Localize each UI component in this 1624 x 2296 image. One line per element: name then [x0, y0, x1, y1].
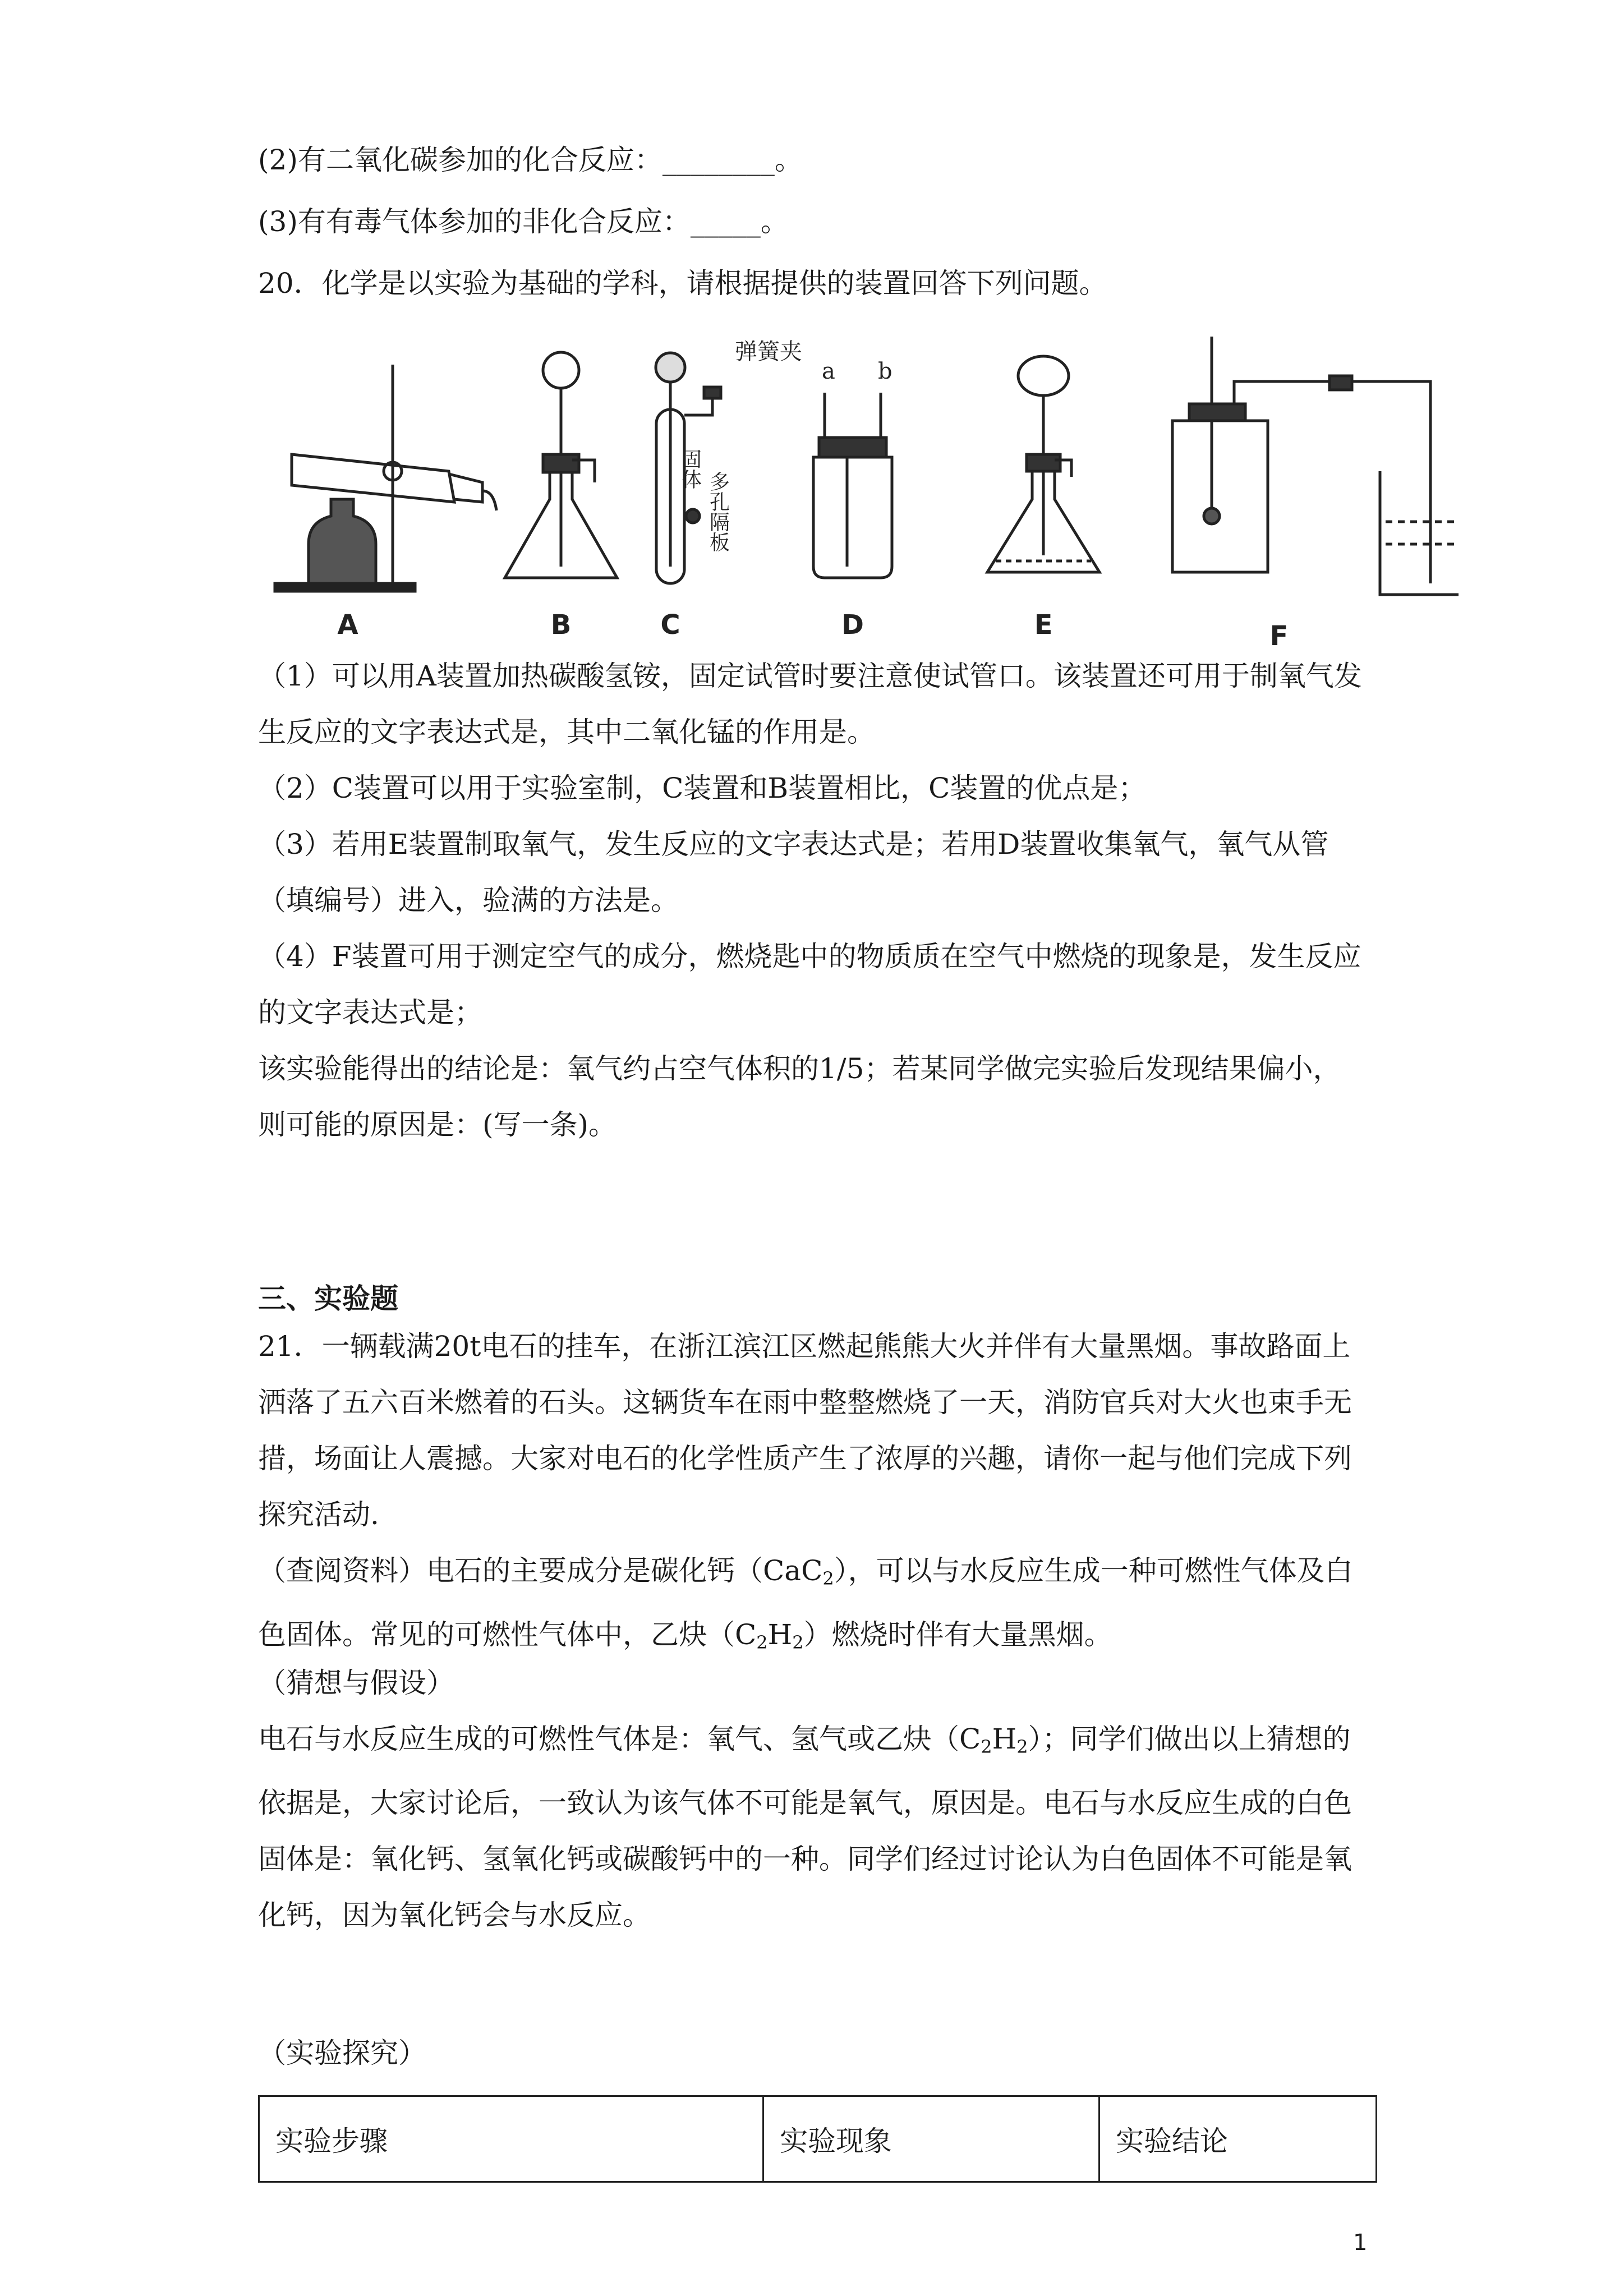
label-d: D [841, 609, 864, 641]
label-c: C [660, 609, 680, 641]
apparatus-figure [269, 331, 1459, 645]
header-steps: 实验步骤 [259, 2096, 763, 2182]
callout-solid: 固体 [678, 449, 702, 489]
page-number: 1 [1353, 2230, 1368, 2256]
apparatus-a [275, 365, 496, 641]
header-phenomenon: 实验现象 [763, 2096, 1099, 2182]
q19-part2: (2)有二氧化碳参加的化合反应：________。 [258, 144, 803, 176]
label-e: E [1034, 609, 1053, 641]
experiment-table [258, 2095, 1377, 2183]
q21-reference: （查阅资料）电石的主要成分是碳化钙（CaC$_2$），可以与水反应生成一种可燃性气体及白色固体。常见的可燃性气体中，乙炔$(C_2H_2)$燃烧时伴有大量黑烟。 [258, 1554, 1353, 1653]
table-header-row [259, 2096, 1377, 2182]
q20-part2: （2）C装置可以用于实验室制，C装置和B装置相比，C装置的优点是； [258, 772, 1147, 804]
apparatus-b [505, 352, 617, 641]
q20-part5: 该实验能得出的结论是：氧气约占空气体积的1/5；若某同学做完实验后发现结果偏小，则可能的原因是：(写一条)。 [258, 1052, 1341, 1141]
callout-porous-plate: 多孔隔板 [706, 471, 730, 552]
header-conclusion: 实验结论 [1099, 2096, 1377, 2182]
q20-intro: 20．化学是以实验为基础的学科，请根据提供的装置回答下列问题。 [258, 267, 1107, 300]
apparatus-c [656, 339, 802, 641]
apparatus-e [987, 356, 1099, 641]
label-b: B [550, 609, 572, 641]
q21-hypothesis: 电石与水反应生成的可燃性气体是：氧气、氢气或乙炔$(C_2H_2)$；同学们做出以上猜想的依据是，大家讨论后，一致认为该气体不可能是氧气，原因是。电石与水反应生成的白色固体是：氧化钙、氢氧化钙或碳酸钙中的一种。同学们经过讨论认为白色固体不可能是氧化钙，因为氧化钙会与水反应。 [258, 1723, 1352, 1931]
q21-hypothesis-heading: （猜想与假设） [258, 1667, 454, 1699]
tube-a-label: a [822, 358, 835, 384]
apparatus-d [813, 358, 892, 641]
q20-part3: （3）若用E装置制取氧气，发生反应的文字表达式是；若用D装置收集氧气，氧气从管（填编号）进入，验满的方法是。 [258, 828, 1329, 917]
callout-spring-clip: 弹簧夹 [735, 339, 802, 365]
q19-part3: (3)有有毒气体参加的非化合反应：_____。 [258, 205, 789, 238]
apparatus-f [1172, 337, 1459, 645]
section-heading-experiments: 三、实验题 [258, 1282, 398, 1315]
q20-part1: （1）可以用A装置加热碳酸氢铵，固定试管时要注意使试管口。该装置还可用于制氧气发生反应的文字表达式是，其中二氧化锰的作用是。 [258, 660, 1362, 748]
tube-b-label: b [878, 358, 892, 384]
label-a: A [337, 609, 358, 641]
q20-part4: （4）F装置可用于测定空气的成分，燃烧匙中的物质质在空气中燃烧的现象是，发生反应的文字表达式是； [258, 940, 1361, 1029]
q21-experiment-heading: （实验探究） [258, 2037, 426, 2069]
q21-intro: 21．一辆载满20t电石的挂车，在浙江滨江区燃起熊熊大火并伴有大量黑烟。事故路面上洒落了五六百米燃着的石头。这辆货车在雨中整整燃烧了一天，消防官兵对大火也束手无措，场面让人震撼。大家对电石的化学性质产生了浓厚的兴趣，请你一起与他们完成下列探究活动. [258, 1330, 1352, 1531]
label-f: F [1269, 620, 1289, 645]
